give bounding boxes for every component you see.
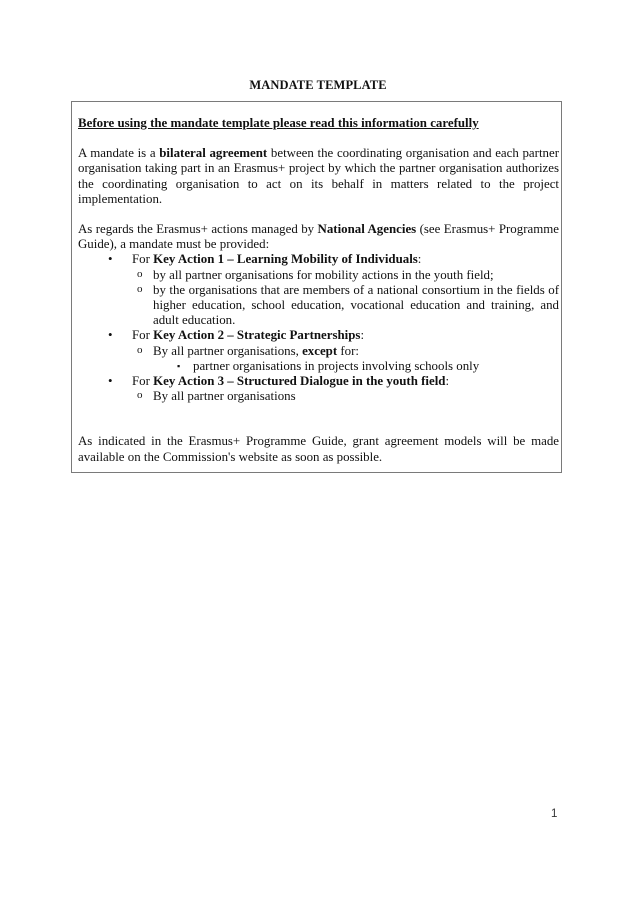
page-number: 1 [551,808,558,820]
information-box-content [78,116,559,465]
text: For [132,374,154,389]
paragraph-national-agencies [78,222,559,252]
text: : [417,252,422,267]
bullet-icon: • [108,328,113,343]
sub-list-item [78,344,559,359]
sub-list-item [78,268,559,283]
text: For [132,328,154,343]
circle-bullet-icon: o [137,343,143,356]
sub-list-item [78,389,559,404]
bullet-icon: • [108,252,113,267]
circle-bullet-icon: o [137,282,143,295]
square-bullet-icon: ▪ [177,360,181,371]
text: between the coordinating organisation and each partner organisation taking part in an Erasmus+ project by which the partner organisation authorizes the coordinating organisation to act on its behalf in matters related to the project implementation. [78,146,559,206]
text: By all partner organisations, [153,343,303,358]
text: As regards the Erasmus+ actions managed by [78,222,318,237]
document-title: MANDATE TEMPLATE [249,78,387,92]
text: by the organisations that are members of a national consortium in the fields of higher education, school education, vocational education and training, and adult education. [153,282,559,328]
bold-text: bilateral agreement [159,146,268,161]
bold-text: except [302,343,338,358]
list-item-key-action-2 [78,328,559,343]
text: A mandate is a [78,146,160,161]
bold-text: National Agencies [317,222,417,237]
text: by all partner organisations for mobility actions in the youth field; [153,267,494,282]
bold-text: Key Action 3 – Structured Dialogue in the youth field [153,374,446,389]
list-item-key-action-1 [78,252,559,267]
text: (see Erasmus+ Programme Guide), a mandate must be provided: [78,222,559,252]
circle-bullet-icon: o [137,389,143,402]
bold-text: Key Action 1 – Learning Mobility of Individuals [153,252,418,267]
box-heading: Before using the mandate template please read this information carefully [78,116,479,130]
information-box [71,101,562,473]
circle-bullet-icon: o [137,267,143,280]
list-item-key-action-3 [78,374,559,389]
bullet-icon: • [108,374,113,389]
paragraph-bilateral-agreement [78,146,559,207]
text: For [132,252,154,267]
text: By all partner organisations [153,389,296,404]
text: : [360,328,365,343]
paragraph-grant-agreement: As indicated in the Erasmus+ Programme Guide, grant agreement models will be made available on the Commission's website as soon as possible. [78,434,559,464]
text: for: [337,343,359,358]
text: : [445,374,450,389]
sub-list-item [78,283,559,329]
bold-text: Key Action 2 – Strategic Partnerships [153,328,361,343]
sub-sub-list-item [78,359,559,374]
text: partner organisations in projects involving schools only [193,358,480,373]
